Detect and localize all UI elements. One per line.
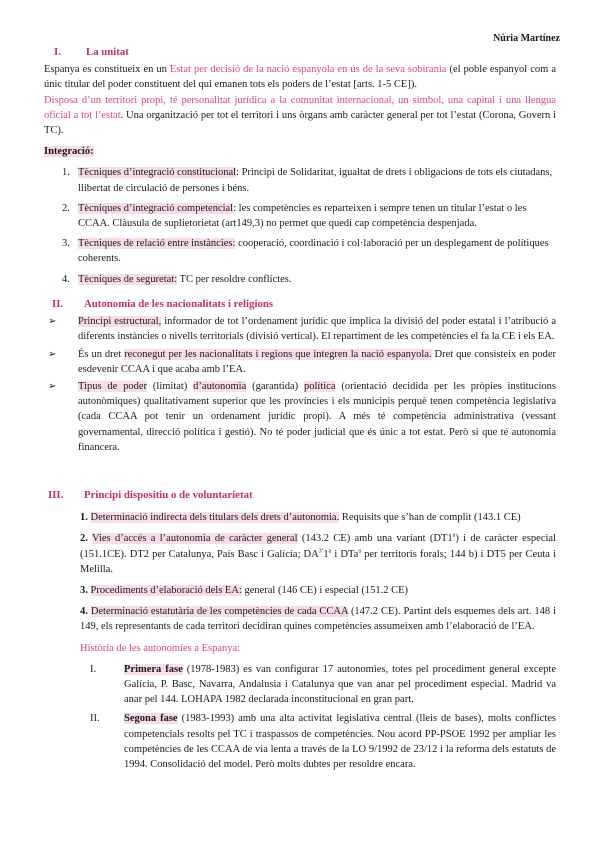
item-number: 3.: [62, 238, 70, 250]
superscript: a: [452, 532, 456, 539]
integration-label: Integració:: [44, 146, 94, 158]
phase-number: I.: [90, 663, 97, 675]
phase-2: [44, 711, 556, 772]
point-number: 3.: [80, 585, 88, 597]
section-3-heading: [44, 488, 556, 503]
section-3-number: III.: [48, 489, 64, 501]
text: Requisits que s’han de complit (143.1 CE): [339, 512, 521, 524]
highlight-text: Principi estructural,: [78, 316, 162, 328]
item-number: 4.: [62, 273, 70, 285]
list-item: [44, 347, 556, 377]
point-number: 4.: [80, 606, 88, 618]
section-1-title: La unitat: [86, 46, 129, 58]
text: (orientació decidida per les pròpies institucions autonòmiques) qualitativament superior que les províncies i els municipis perquè tenen competència legislativa (cada CCAA pot tenir un ordenament jurídic propi). A més té competència administrativa (vessant governamental, direcció política i gestió). No té poder judicial que és únic a tot estat. Però sí que té autonomia financera.: [78, 381, 556, 453]
section-1-heading: [44, 45, 556, 60]
arrow-bullet-icon: ➢: [48, 381, 57, 393]
text: (147.2 CE). Partint dels esquemes dels art. 148 i 149, els representants de cada territori decidiran quines competències assumeixen amb l’elaboració de l’EA.: [80, 606, 557, 633]
item-number: 1.: [62, 167, 70, 179]
phase-1: [44, 662, 556, 708]
arrow-bullet-icon: ➢: [48, 348, 57, 360]
section-2-heading: [44, 297, 556, 312]
highlight-text: reconegut per les nacionalitats i regions que integren la nació espanyola.: [124, 348, 432, 360]
section-1-number: I.: [54, 46, 61, 58]
phase-number: II.: [90, 713, 100, 725]
text: (1983-1993) amb una alta activitat legislativa central (lleis de bases), molts conflictes competencials resolts pel TC i traspassos de competències. Nou acord PP-PSOE 1992 per ampliar les competències de les CCAA de via lenta a través de la LO 9/1992 de 23/12 i la reforma dels estatuts de 1994. Consolidació del model. Però molts dubtes per resoldre encara.: [124, 713, 556, 771]
highlight-text: Tècniques de seguretat:: [78, 273, 178, 285]
highlight-text: Determinació estatutària de les competències de cada CCAA: [90, 606, 349, 618]
section-2-number: II.: [52, 298, 64, 310]
highlight-text: d’autonomia: [193, 381, 247, 393]
text: Espanya es constitueix en un: [44, 64, 170, 76]
highlight-text: política: [303, 381, 336, 393]
text: : Principi de Solidaritat, igualtat de drets i obligacions de tots els ciutadans, llibertat de circulació de persones i béns.: [78, 167, 553, 194]
list-item: [44, 314, 556, 344]
text: (143.2 CE) amb una variant (DT1: [297, 533, 453, 545]
text: general (146 CE) i especial (151.2 CE): [241, 585, 409, 597]
text: (garantida): [246, 381, 304, 393]
highlight-text: Primera fase: [124, 663, 183, 675]
highlight-text: Segona fase: [124, 713, 178, 725]
point-number: 2.: [80, 533, 88, 545]
integration-item: [44, 236, 556, 266]
section-1-paragraph-1: [44, 62, 556, 92]
highlight-text: Vies d’accés a l’autonomia de caràcter general: [92, 533, 298, 545]
point-1: [44, 510, 556, 525]
highlight-text: Tècniques d’integració competencial: [78, 202, 234, 214]
superscript: 3ª: [318, 548, 324, 555]
text: Dret que consisteix en poder esdevenir CCAA i que acaba amb l’EA.: [78, 348, 556, 375]
text: És un dret: [78, 348, 125, 360]
text: cooperació, coordinació i col·laboració per un desplegament de polítiques coherents.: [78, 238, 549, 265]
integration-list: [44, 165, 556, 286]
item-number: 2.: [62, 202, 70, 214]
text: 1: [323, 548, 329, 560]
highlight-text: Tècniques d’integració constitucional: [78, 167, 237, 179]
text: : les competències es reparteixen i sempre tenen un titular l’estat o les CCAA. Clàusula de suplietorietat (art149,3) no permet que quedi cap competència despenjada.: [78, 202, 527, 230]
highlight-text: Procediments d’elaboració dels EA:: [90, 585, 242, 597]
text: i DTa: [331, 548, 359, 560]
text: per territoris forals; 144 b) i DT5 per Ceuta i Melilla.: [80, 548, 556, 575]
highlight-text: Tècniques de relació entre instàncies:: [78, 238, 236, 250]
text: (el poble espanyol com a únic titular del poder constituent del qui emanen tots els poders de l’estat [arts. 1-5 CE]).: [44, 64, 556, 91]
author-name: Núria Martínez: [493, 33, 560, 44]
section-3: [44, 488, 556, 776]
highlight-text: Determinació indirecta dels titulars dels drets d’autonomia.: [90, 512, 340, 524]
integration-heading: [44, 144, 556, 159]
superscript: a: [328, 548, 332, 555]
text: informador de tot l’ordenament jurídic que implica la divisió del poder estatal i l’atribució a diferents instàncies o nivells territorials (divisió vertical). El repartiment de les competències el fa la CE i els EA.: [78, 316, 556, 343]
integration-item: [44, 272, 556, 287]
autonomy-list: [44, 314, 556, 455]
point-3: [44, 583, 556, 598]
history-heading: Història de les autonomies a Espanya:: [80, 642, 241, 654]
point-number: 1.: [80, 512, 88, 524]
text: . Una organització per tot el territori i uns òrgans amb caràcter general per tot l’estat (Corona, Govern i TC).: [44, 109, 556, 137]
list-item: [44, 379, 556, 455]
highlight-text: Estat per decisió de la nació espanyola en ús de la seva sobirania: [169, 64, 447, 76]
point-2: [44, 531, 556, 577]
section-3-title: Principi dispositiu o de voluntarietat: [84, 489, 253, 501]
text: ) i de caràcter especial (151.1CE). DT2 per Catalunya, País Basc i Galícia; DA: [80, 533, 556, 560]
text: TC per resoldre conflictes.: [177, 273, 292, 285]
text: (limitat): [147, 381, 194, 393]
section-2: [44, 297, 556, 457]
point-4: [44, 604, 556, 634]
section-1: [44, 45, 556, 292]
highlight-text: Disposa d’un territori propi, té personalitat jurídica a la comunitat internacional, un símbol, una capital i una llengua oficial a tot l’estat: [44, 94, 556, 121]
superscript: a: [358, 548, 361, 555]
highlight-text: Tipus de poder: [78, 381, 148, 393]
text: (1978-1983) es van configurar 17 autonomies, totes pel procediment general excepte Galícia, P. Basc, Navarra, Andalusia i Catalunya que van anar pel procediment especial. Madrid va anar pel 144. LOHAPA 1982 declarada inconstitucional en gran part.: [124, 663, 556, 706]
integration-item: [44, 201, 556, 231]
section-2-title: Autonomia de les nacionalitats i religions: [84, 298, 274, 310]
section-1-paragraph-2: [44, 93, 556, 139]
arrow-bullet-icon: ➢: [48, 316, 57, 328]
integration-item: [44, 165, 556, 195]
